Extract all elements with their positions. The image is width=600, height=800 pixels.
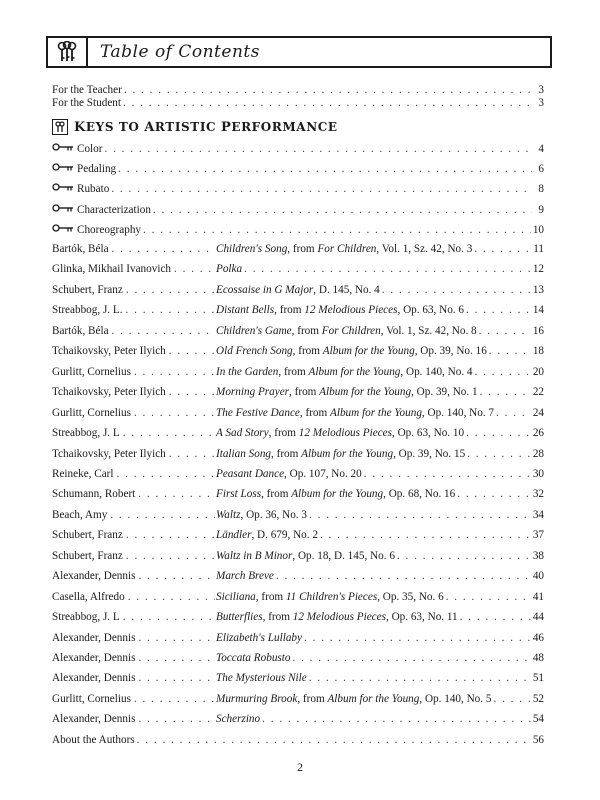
piece-name: Waltz in B Minor	[216, 550, 293, 562]
piece-name: Murmuring Brook	[216, 693, 298, 705]
toc-row-piece[interactable]	[52, 550, 544, 564]
leader-dots	[153, 204, 532, 216]
piece-title	[216, 304, 464, 316]
composer-cell	[52, 386, 216, 398]
entry-page: 8	[538, 183, 544, 195]
composer-name: Gurlitt, Cornelius	[52, 366, 131, 378]
piece-info: , from	[299, 407, 331, 419]
composer-name: Alexander, Dennis	[52, 713, 136, 725]
piece-title	[216, 243, 472, 255]
toc-row-piece[interactable]	[52, 263, 544, 277]
composer-cell	[52, 325, 216, 337]
piece-name: First Loss	[216, 488, 262, 500]
leader-dots	[134, 407, 215, 419]
entry-page: 20	[532, 366, 544, 378]
entry-page: 32	[532, 488, 544, 500]
leader-dots	[480, 386, 531, 398]
leader-dots	[112, 243, 215, 255]
leader-dots	[124, 84, 532, 96]
piece-name: Ländler	[216, 529, 252, 541]
piece-title	[216, 693, 491, 705]
piece-info: , Op. 36, No. 3	[240, 509, 307, 521]
leader-dots	[397, 550, 531, 562]
piece-name: Scherzino	[216, 713, 261, 725]
leader-dots	[496, 407, 531, 419]
entry-page: 44	[532, 611, 544, 623]
leader-dots	[475, 366, 531, 378]
leader-dots	[479, 325, 531, 337]
piece-info: , D. 145, No. 4	[313, 284, 380, 296]
entry-page: 16	[532, 325, 544, 337]
leader-dots	[111, 183, 532, 195]
toc-row-key[interactable]	[52, 162, 544, 176]
piece-source: For Children	[317, 243, 377, 255]
entry-page: 48	[532, 652, 544, 664]
piece-name: Butterflies	[216, 611, 263, 623]
leader-dots	[474, 243, 531, 255]
piece-source: Album for the Young	[319, 386, 412, 398]
leader-dots	[134, 366, 215, 378]
leader-dots	[138, 652, 215, 664]
leader-dots	[466, 427, 531, 439]
entry-page: 28	[532, 448, 544, 460]
piece-info: , from	[268, 427, 299, 439]
leader-dots	[126, 284, 215, 296]
entry-page: 6	[538, 163, 544, 175]
piece-title	[216, 325, 477, 337]
key-icon	[54, 121, 66, 133]
piece-detail: , Op. 68, No. 16	[383, 488, 456, 500]
entry-page: 54	[532, 713, 544, 725]
piece-name: Distant Bells	[216, 304, 275, 316]
entry-page: 41	[532, 591, 544, 603]
piece-title	[216, 366, 473, 378]
piece-detail: , Op. 39, No. 1	[411, 386, 478, 398]
leader-dots	[110, 509, 215, 521]
composer-name: Alexander, Dennis	[52, 632, 136, 644]
piece-title	[216, 284, 380, 296]
piece-name: Children's Game	[216, 325, 292, 337]
composer-name: Schubert, Franz	[52, 529, 123, 541]
piece-info: , from	[287, 243, 318, 255]
leader-dots	[126, 529, 215, 541]
entry-page: 37	[532, 529, 544, 541]
piece-source: 12 Melodious Pieces	[298, 427, 392, 439]
piece-title	[216, 632, 302, 644]
piece-title	[216, 591, 444, 603]
entry-page: 4	[538, 143, 544, 155]
composer-name: Streabbog, J. L.	[52, 304, 123, 316]
leader-dots	[126, 304, 215, 316]
leader-dots	[460, 611, 531, 623]
toc-row-student[interactable]	[52, 97, 544, 111]
piece-name: Italian Song	[216, 448, 272, 460]
toc-row-teacher[interactable]	[52, 84, 544, 98]
entry-page: 14	[532, 304, 544, 316]
piece-detail: , Op. 63, No. 11	[385, 611, 458, 623]
composer-name: Glinka, Mikhail Ivanovich	[52, 263, 171, 275]
section-heading	[52, 118, 338, 136]
piece-name: Old French Song	[216, 345, 293, 357]
piece-title	[216, 672, 307, 684]
piece-source: For Children	[321, 325, 381, 337]
piece-detail: , Op. 39, No. 15	[393, 448, 466, 460]
composer-cell	[52, 550, 216, 562]
piece-name: In the Garden	[216, 366, 279, 378]
composer-cell	[52, 611, 216, 623]
composer-cell	[52, 345, 216, 357]
leader-dots	[489, 345, 531, 357]
piece-info: , from	[297, 693, 328, 705]
composer-cell	[52, 632, 216, 644]
leader-dots	[138, 672, 215, 684]
piece-source: Album for the Young	[322, 345, 415, 357]
leader-dots	[292, 652, 530, 664]
composer-name: Streabbog, J. L	[52, 611, 120, 623]
piece-detail: , Op. 35, No. 6	[377, 591, 444, 603]
composer-cell	[52, 407, 216, 419]
toc-row-key[interactable]	[52, 203, 544, 217]
piece-title	[216, 448, 465, 460]
piece-info: , from	[271, 448, 302, 460]
piece-title	[216, 427, 464, 439]
piece-title	[216, 652, 290, 664]
composer-name: Tchaikovsky, Peter Ilyich	[52, 345, 166, 357]
toc-row-key[interactable]	[52, 182, 544, 196]
piece-name: The Festive Dance	[216, 407, 300, 419]
entry-label: Choreography	[77, 224, 142, 236]
leader-dots	[112, 325, 215, 337]
composer-cell	[52, 672, 216, 684]
entry-page: 30	[532, 468, 544, 480]
leader-dots	[126, 550, 215, 562]
piece-name: Elizabeth's Lullaby	[216, 632, 302, 644]
piece-source: 12 Melodious Pieces	[304, 304, 398, 316]
leader-dots	[143, 224, 531, 236]
composer-name: Schubert, Franz	[52, 550, 123, 562]
piece-detail: , Op. 140, No. 5	[419, 693, 492, 705]
leader-dots	[457, 488, 531, 500]
piece-name: Polka	[216, 263, 243, 275]
composer-cell	[52, 468, 216, 480]
composer-cell	[52, 448, 216, 460]
entry-label: For the Student	[52, 97, 121, 109]
entry-label: Rubato	[77, 183, 110, 195]
composer-cell	[52, 713, 216, 725]
key-icon	[52, 203, 74, 213]
piece-name: The Mysterious Nile	[216, 672, 307, 684]
composer-cell	[52, 652, 216, 664]
composer-name: Alexander, Dennis	[52, 652, 136, 664]
composer-name: Tchaikovsky, Peter Ilyich	[52, 386, 166, 398]
composer-cell	[52, 488, 216, 500]
piece-info: , from	[255, 591, 286, 603]
toc-row-piece[interactable]	[52, 693, 544, 707]
toc-row-piece[interactable]	[52, 345, 544, 359]
composer-name: Reineke, Carl	[52, 468, 114, 480]
piece-name: Peasant Dance	[216, 468, 285, 480]
leader-dots	[138, 713, 215, 725]
leader-dots	[309, 509, 531, 521]
toc-row-piece[interactable]	[52, 570, 544, 584]
entry-page: 34	[532, 509, 544, 521]
piece-detail: , Vol. 1, Sz. 42, No. 8	[380, 325, 477, 337]
piece-detail: , Vol. 1, Sz. 42, No. 3	[376, 243, 473, 255]
leader-dots	[466, 304, 531, 316]
piece-info: , Op. 18, D. 145, No. 6	[292, 550, 395, 562]
keys-icon	[54, 41, 80, 63]
composer-name: Bartók, Béla	[52, 325, 109, 337]
entry-page: 11	[533, 243, 544, 255]
composer-cell	[52, 366, 216, 378]
leader-dots	[138, 570, 215, 582]
piece-name: Ecossaise in G Major	[216, 284, 314, 296]
leader-dots	[244, 263, 531, 275]
section-title: KEYS TO ARTISTIC PERFORMANCE	[74, 119, 338, 135]
piece-title	[216, 468, 362, 480]
piece-name: A Sad Story	[216, 427, 269, 439]
entry-page: 38	[532, 550, 544, 562]
entry-label: For the Teacher	[52, 84, 122, 96]
leader-dots	[117, 468, 215, 480]
key-icon	[52, 182, 74, 192]
entry-label: Pedaling	[77, 163, 117, 175]
piece-source: Album for the Young	[308, 366, 401, 378]
piece-detail: , Op. 63, No. 6	[397, 304, 464, 316]
piece-name: Siciliana	[216, 591, 256, 603]
piece-name: Morning Prayer	[216, 386, 290, 398]
leader-dots	[309, 672, 531, 684]
piece-source: Album for the Young	[330, 407, 422, 419]
toc-row-piece[interactable]	[52, 611, 544, 625]
piece-title	[216, 407, 494, 419]
leader-dots	[320, 529, 531, 541]
leader-dots	[118, 163, 532, 175]
entry-page: 52	[532, 693, 544, 705]
leader-dots	[262, 713, 531, 725]
piece-title	[216, 263, 242, 275]
piece-info: , from	[262, 611, 293, 623]
toc-row-piece[interactable]	[52, 284, 544, 298]
leader-dots	[137, 734, 531, 746]
toc-row-piece[interactable]	[52, 672, 544, 686]
toc-row-key[interactable]	[52, 142, 544, 156]
entry-page: 9	[538, 204, 544, 216]
composer-cell	[52, 427, 216, 439]
piece-title	[216, 529, 318, 541]
piece-title	[216, 386, 478, 398]
entry-page: 12	[532, 263, 544, 275]
leader-dots	[138, 632, 215, 644]
piece-info: , from	[289, 386, 320, 398]
piece-source: 11 Children's Pieces	[285, 591, 378, 603]
composer-cell	[52, 509, 216, 521]
leader-dots	[382, 284, 531, 296]
piece-info: , from	[291, 325, 322, 337]
piece-name: Children's Song	[216, 243, 288, 255]
entry-page: 22	[532, 386, 544, 398]
toc-row-piece[interactable]	[52, 366, 544, 380]
section-key-icon-box	[52, 119, 68, 135]
toc-row-authors[interactable]	[52, 734, 544, 748]
page-title: Table of Contents	[100, 42, 260, 62]
piece-title	[216, 345, 487, 357]
leader-dots	[493, 693, 530, 705]
piece-info: , D. 679, No. 2	[251, 529, 318, 541]
leader-dots	[104, 143, 532, 155]
leader-dots	[123, 611, 215, 623]
toc-row-piece[interactable]	[52, 427, 544, 441]
piece-source: Album for the Young	[301, 448, 394, 460]
entry-page: 18	[532, 345, 544, 357]
toc-header	[46, 36, 552, 68]
toc-row-piece[interactable]	[52, 509, 544, 523]
key-icon	[52, 223, 74, 233]
toc-row-piece[interactable]	[52, 304, 544, 318]
entry-page: 3	[538, 84, 544, 96]
leader-dots	[364, 468, 531, 480]
piece-detail: , Op. 140, No. 4	[400, 366, 473, 378]
piece-title	[216, 713, 260, 725]
piece-name: March Breve	[216, 570, 274, 582]
piece-title	[216, 509, 307, 521]
entry-label: About the Authors	[52, 734, 135, 746]
piece-name: Toccata Robusto	[216, 652, 291, 664]
composer-name: Beach, Amy	[52, 509, 108, 521]
composer-cell	[52, 304, 216, 316]
toc-row-piece[interactable]	[52, 468, 544, 482]
entry-page: 51	[532, 672, 544, 684]
piece-name: Waltz	[216, 509, 241, 521]
piece-detail: , Op. 39, No. 16	[414, 345, 487, 357]
entry-label: Characterization	[77, 204, 151, 216]
entry-page: 56	[532, 734, 544, 746]
piece-source: 12 Melodious Pieces	[292, 611, 386, 623]
toc-row-piece[interactable]	[52, 386, 544, 400]
toc-row-piece[interactable]	[52, 713, 544, 727]
piece-title	[216, 611, 458, 623]
toc-row-piece[interactable]	[52, 591, 544, 605]
leader-dots	[138, 488, 215, 500]
leader-dots	[169, 448, 215, 460]
composer-name: Alexander, Dennis	[52, 570, 136, 582]
piece-info: , Op. 107, No. 20	[284, 468, 362, 480]
leader-dots	[128, 591, 215, 603]
composer-name: Gurlitt, Cornelius	[52, 407, 131, 419]
toc-row-piece[interactable]	[52, 325, 544, 339]
composer-cell	[52, 693, 216, 705]
piece-title	[216, 488, 455, 500]
piece-detail: , Op. 140, No. 7	[421, 407, 495, 419]
piece-info: , from	[278, 366, 309, 378]
leader-dots	[174, 263, 215, 275]
entry-label: Color	[77, 143, 103, 155]
entry-page: 3	[538, 97, 544, 109]
composer-name: Casella, Alfredo	[52, 591, 125, 603]
toc-row-piece[interactable]	[52, 632, 544, 646]
key-icon	[52, 142, 74, 152]
leader-dots	[134, 693, 215, 705]
composer-name: Alexander, Dennis	[52, 672, 136, 684]
composer-cell	[52, 529, 216, 541]
toc-row-piece[interactable]	[52, 243, 544, 257]
page-number: 2	[297, 760, 303, 774]
entry-page: 46	[532, 632, 544, 644]
piece-title	[216, 550, 395, 562]
toc-row-piece[interactable]	[52, 407, 544, 421]
composer-cell	[52, 570, 216, 582]
piece-source: Album for the Young	[291, 488, 384, 500]
piece-info: , from	[274, 304, 305, 316]
entry-page: 40	[532, 570, 544, 582]
piece-info: , from	[292, 345, 323, 357]
leader-dots	[169, 386, 215, 398]
toc-row-piece[interactable]	[52, 652, 544, 666]
entry-page: 10	[532, 224, 544, 236]
leader-dots	[123, 427, 215, 439]
entry-page: 26	[532, 427, 544, 439]
leader-dots	[446, 591, 531, 603]
composer-cell	[52, 263, 216, 275]
composer-name: Bartók, Béla	[52, 243, 109, 255]
toc-row-piece[interactable]	[52, 488, 544, 502]
leader-dots	[169, 345, 215, 357]
leader-dots	[304, 632, 531, 644]
entry-page: 24	[532, 407, 544, 419]
composer-name: Tchaikovsky, Peter Ilyich	[52, 448, 166, 460]
leader-dots	[123, 97, 532, 109]
composer-name: Streabbog, J. L	[52, 427, 120, 439]
entry-page: 13	[532, 284, 544, 296]
piece-source: Album for the Young	[327, 693, 420, 705]
header-icon-box	[48, 38, 88, 66]
piece-info: , from	[261, 488, 292, 500]
piece-title	[216, 570, 274, 582]
toc-row-piece[interactable]	[52, 448, 544, 462]
piece-detail: , Op. 63, No. 10	[391, 427, 465, 439]
composer-name: Schumann, Robert	[52, 488, 136, 500]
composer-name: Schubert, Franz	[52, 284, 123, 296]
leader-dots	[276, 570, 531, 582]
composer-cell	[52, 284, 216, 296]
toc-row-piece[interactable]	[52, 529, 544, 543]
composer-name: Gurlitt, Cornelius	[52, 693, 131, 705]
composer-cell	[52, 591, 216, 603]
composer-cell	[52, 243, 216, 255]
leader-dots	[467, 448, 531, 460]
toc-row-key[interactable]	[52, 223, 544, 237]
key-icon	[52, 162, 74, 172]
